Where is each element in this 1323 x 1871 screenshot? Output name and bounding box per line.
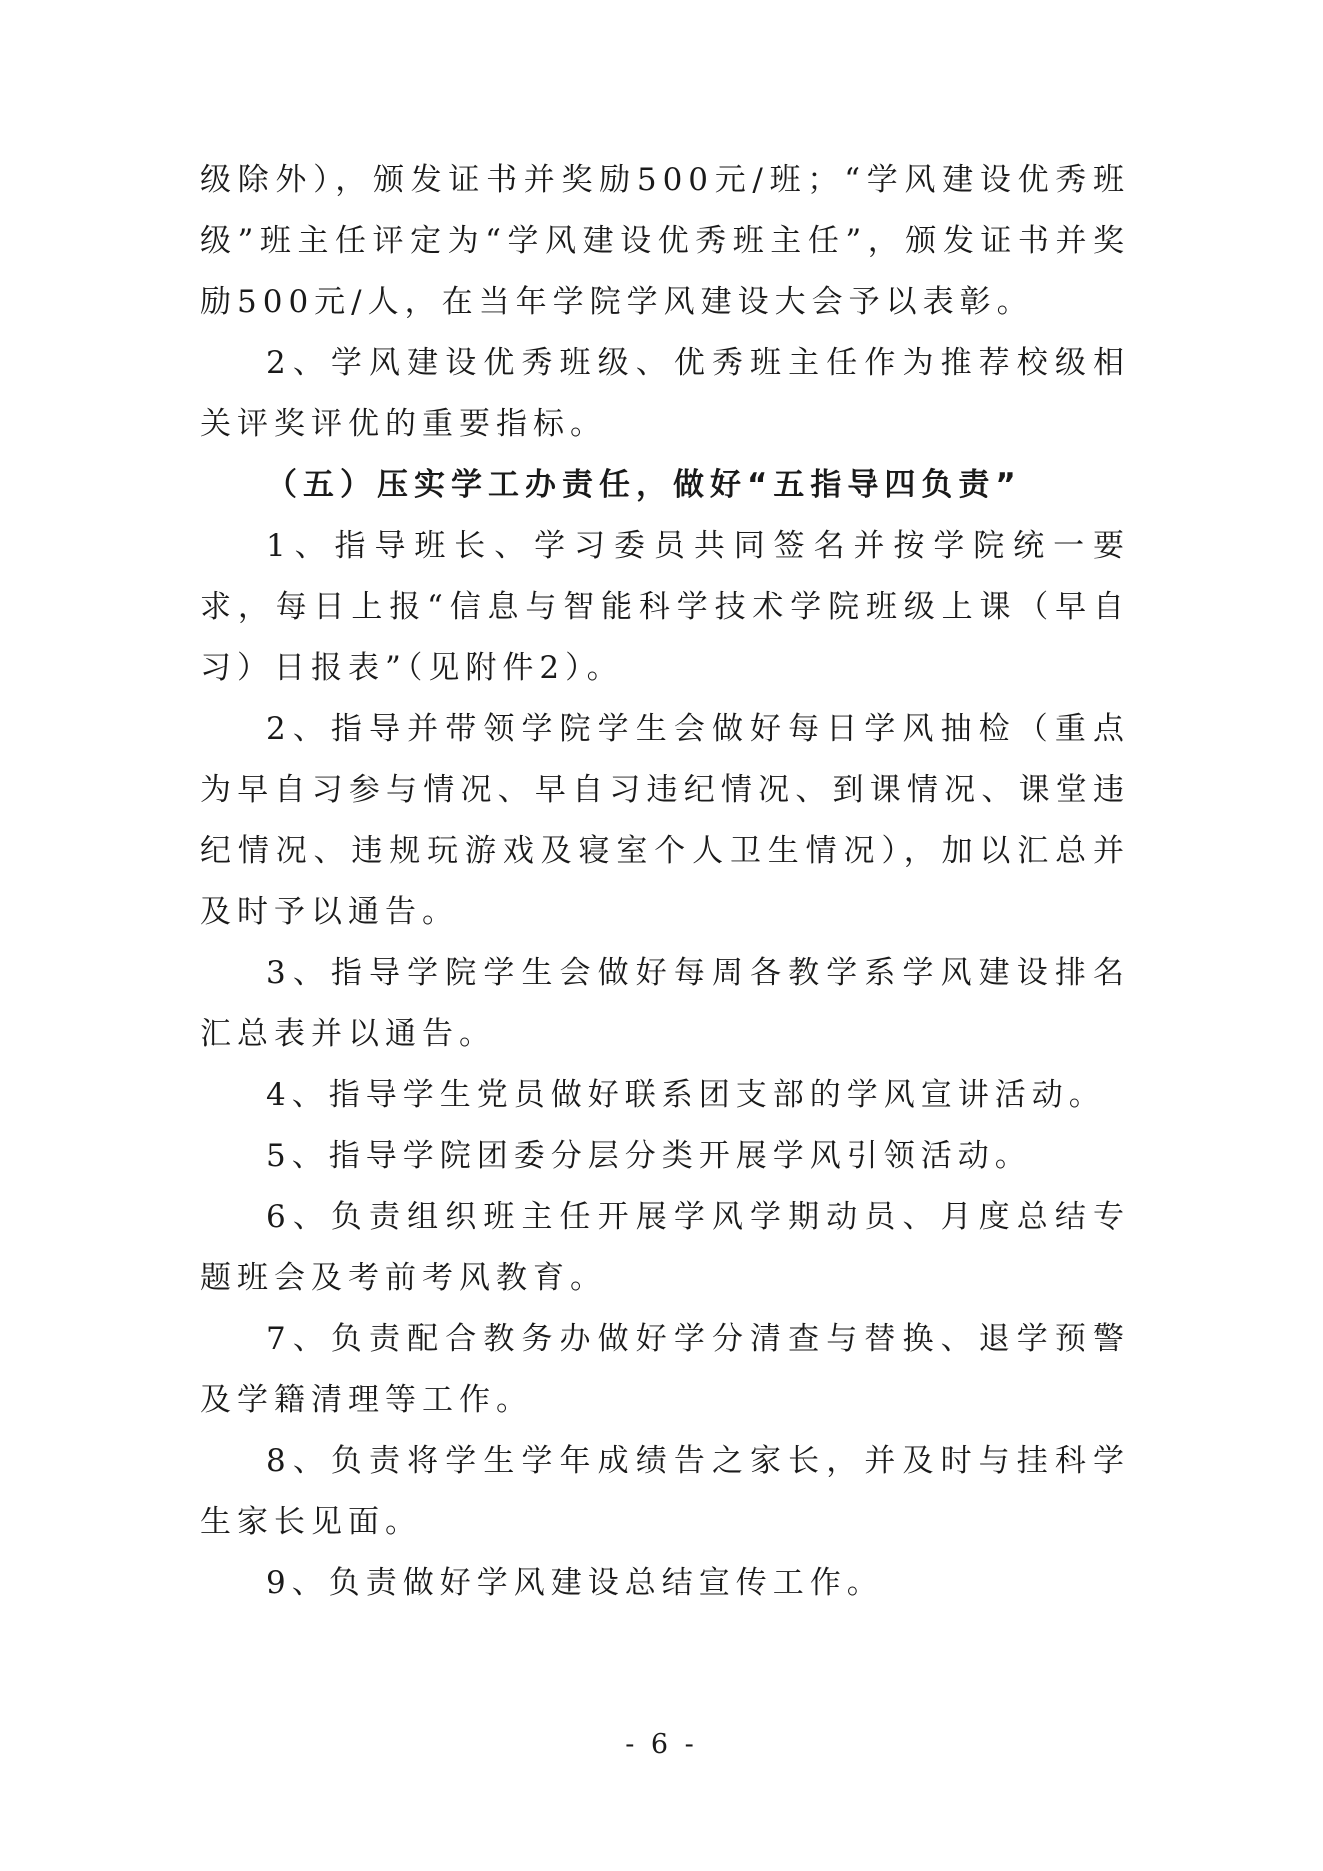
- list-item: 4、指导学生党员做好联系团支部的学风宣讲活动。: [266, 1077, 1106, 1113]
- paragraph-continuation: 级除外），颁发证书并奖励500元/班；“学风建设优秀班级”班主任评定为“学风建设优秀班主任”，颁发证书并奖励500元/人，在当年学院学风建设大会予以表彰。: [200, 162, 1130, 320]
- list-item: 1、指导班长、学习委员共同签名并按学院统一要求，每日上报“信息与智能科学技术学院班级上课（早自习）日报表”（见附件2）。: [200, 528, 1130, 686]
- list-item: 2、指导并带领学院学生会做好每日学风抽检（重点为早自习参与情况、早自习违纪情况、到课情况、课堂违纪情况、违规玩游戏及寝室个人卫生情况），加以汇总并及时予以通告。: [200, 711, 1130, 930]
- section-heading: （五）压实学工办责任，做好“五指导四负责”: [266, 467, 1022, 503]
- list-item: 6、负责组织班主任开展学风学期动员、月度总结专题班会及考前考风教育。: [200, 1199, 1130, 1296]
- list-item: 8、负责将学生学年成绩告之家长，并及时与挂科学生家长见面。: [200, 1443, 1130, 1540]
- document-body: [200, 150, 1130, 1614]
- list-item: 9、负责做好学风建设总结宣传工作。: [266, 1565, 884, 1601]
- list-item: 3、指导学院学生会做好每周各教学系学风建设排名汇总表并以通告。: [200, 955, 1130, 1052]
- paragraph-item-2: 2、学风建设优秀班级、优秀班主任作为推荐校级相关评奖评优的重要指标。: [200, 345, 1130, 442]
- list-item: 5、指导学院团委分层分类开展学风引领活动。: [266, 1138, 1032, 1174]
- list-item: 7、负责配合教务办做好学分清查与替换、退学预警及学籍清理等工作。: [200, 1321, 1130, 1418]
- page-number: - 6 -: [625, 1729, 698, 1760]
